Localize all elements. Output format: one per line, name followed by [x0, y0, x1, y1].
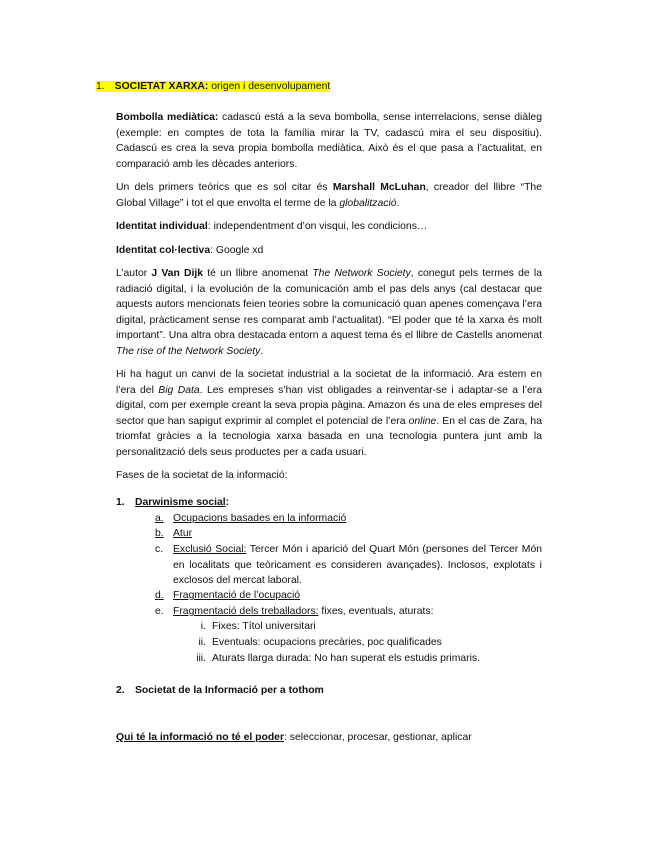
marker-a: a.	[155, 513, 164, 524]
list-title-societat-informacio	[135, 683, 324, 699]
vandijk-t2: , conegut pels termes de la radiació digital, i la evolución de la comunicación amb el pas dels anys (cal destacar que aquests autors mencionats feien teories sobre la comunicació quan apenes començava l’era digital, pràcticament sense res comparat amb l’actualitat). “El poder que té la xarxa és molt important”. Una altra obra destacada entorn a aquest tema és el llibre de Castells anomenat	[116, 268, 542, 342]
mcluhan-term: globalització	[339, 197, 397, 209]
item-a-label: Ocupacions basades en la informació	[173, 513, 347, 524]
list1-colon: :	[225, 497, 230, 508]
vandijk-end: .	[260, 345, 264, 357]
item-c-label: Exclusió Social:	[173, 544, 247, 555]
bigdata-term1: Big Data	[158, 384, 200, 396]
list-item-fragmentacio-ocupacio	[173, 588, 300, 604]
list2-title: Societat de la Informació per a tothom	[135, 685, 324, 696]
subitem-aturats	[212, 651, 480, 667]
list-title-darwinisme	[135, 495, 229, 511]
subitem-i-text: Fixes: Títol universitari	[212, 621, 316, 632]
paragraph-bombolla	[116, 110, 542, 172]
mcluhan-pre: Un dels primers teòrics que es sol citar és	[116, 182, 333, 193]
paragraph-big-data	[116, 367, 542, 461]
subitem-iii-text: Aturats llarga durada: No han superat els estudis primaris.	[212, 653, 480, 664]
subitem-fixes	[212, 619, 316, 635]
paragraph-poder	[116, 730, 542, 746]
list2-number: 2.	[116, 685, 125, 696]
marker-i: i.	[200, 621, 206, 632]
heading-number: 1.	[96, 81, 105, 92]
list-marker	[155, 604, 164, 620]
item-c-text: Tercer Món i aparició del Quart Món (persones del Tercer Món en localitats que teòricament es consideren avançades). Inclosos, explotats i exclosos del mercat laboral.	[173, 544, 542, 587]
list-marker	[155, 511, 164, 527]
list-item-exclusio	[173, 542, 542, 589]
list1-number: 1.	[116, 497, 125, 508]
paragraph-fases: Fases de la societat de la informació:	[116, 470, 288, 481]
marker-b: b.	[155, 528, 164, 539]
paragraph-mcluhan	[116, 180, 542, 211]
identitat-collectiva-text: : Google xd	[210, 245, 264, 256]
bombolla-text: cadascú está a la seva bombolla, sense interrelacions, sense diàleg (exemple: en comptes de tota la família mirar la TV, cadascú mira el seu dispositiu). Cadascú es crea la seva propia bombolla mediàtica. Això és el que pasa a l’actualitat, en comparació amb les dècades anteriors.	[116, 112, 542, 170]
marker-ii: ii.	[198, 637, 206, 648]
item-d-label: Fragmentació de l’ocupació	[173, 590, 301, 601]
bigdata-t3: . En el cas de Zara, ha triomfat gràcies a la tecnologia xarxa basada en una tecnologia puntera junt amb la personalització dels seus productes per a cada usuari.	[116, 415, 542, 458]
bigdata-t1: Hi ha hagut un canvi de la societat industrial a la societat de la informació. Ara estem en l’era del	[116, 369, 542, 396]
vandijk-book2: The rise of the Network Society	[116, 345, 261, 357]
heading-title-rest: origen i desenvolupament	[208, 81, 331, 92]
term-identitat-individual: Identitat individual	[116, 221, 208, 232]
list-item-societat-informacio	[116, 683, 125, 699]
paragraph-identitat-individual	[116, 219, 542, 235]
paragraph-van-dijk	[116, 266, 542, 360]
vandijk-t1: té un llibre anomenat	[203, 268, 313, 279]
list-marker	[155, 542, 163, 558]
marker-d: d.	[155, 590, 164, 601]
term-identitat-collectiva: Identitat col·lectiva	[116, 245, 211, 256]
vandijk-book1: The Network Society	[312, 268, 411, 279]
marker-e: e.	[155, 606, 164, 617]
bigdata-t2: . Les empreses s’han vist obligades a reinventar-se i adaptar-se a l’era digital, com per exemple creant la seva propia pàgina. Amazon és una de eles empreses del sector que han sapigut exprimir al complet el potencial de l’era	[116, 384, 543, 427]
identitat-individual-text: : independentment d’on visqui, les condicions…	[207, 221, 428, 232]
poder-text: : seleccionar, procesar, gestionar, aplicar	[284, 732, 472, 743]
list-marker	[155, 526, 164, 542]
list-marker	[155, 588, 164, 604]
item-e-label: Fragmentació dels treballadors:	[173, 606, 319, 617]
subitem-eventuals	[212, 635, 442, 651]
list-item-darwinisme	[116, 495, 125, 511]
marker-c: c.	[155, 544, 164, 555]
list-item-fragmentacio-treballadors	[173, 604, 433, 620]
mcluhan-mid: , creador del llibre “The Global Village” i tot el que envolta el terme de la	[116, 182, 542, 209]
mcluhan-name: Marshall McLuhan	[332, 182, 426, 193]
subitem-marker	[190, 635, 206, 651]
subitem-marker	[196, 619, 206, 635]
paragraph-identitat-collectiva	[116, 243, 542, 259]
section-heading	[96, 79, 330, 95]
list-item-ocupacions	[173, 511, 346, 527]
vandijk-pre: L’autor	[116, 268, 152, 279]
vandijk-name: J Van Dijk	[151, 268, 204, 279]
bigdata-term2: online	[408, 415, 437, 427]
item-e-text: fixes, eventuals, aturats:	[318, 606, 434, 617]
mcluhan-end: .	[396, 197, 400, 209]
subitem-ii-text: Eventuals: ocupacions precàries, poc qualificades	[212, 637, 442, 648]
heading-highlight	[96, 81, 330, 92]
list1-title: Darwinisme social	[135, 497, 226, 508]
subitem-marker	[188, 651, 206, 667]
item-b-label: Atur	[173, 528, 193, 539]
term-poder: Qui té la informació no té el poder	[116, 732, 285, 743]
heading-title-bold: SOCIETAT XARXA:	[114, 81, 209, 92]
term-bombolla: Bombolla mediàtica:	[116, 112, 219, 123]
marker-iii: iii.	[196, 653, 206, 664]
list-item-atur	[173, 526, 192, 542]
